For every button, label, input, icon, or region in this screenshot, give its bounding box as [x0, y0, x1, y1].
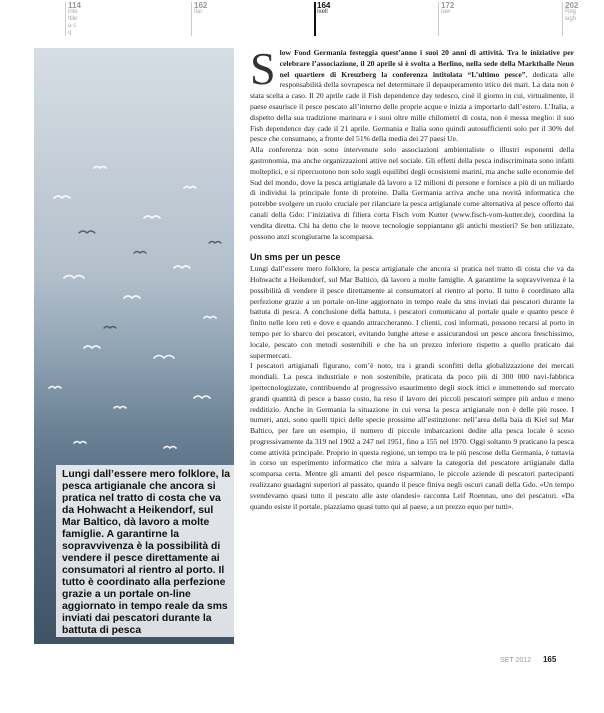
header-item-current[interactable] — [317, 2, 330, 16]
issue-date: SET 2012 — [500, 657, 532, 664]
header-item-number: 172 — [441, 1, 455, 10]
header-item-number: 164 — [317, 1, 331, 10]
photo-caption: Lungi dall’essere mero folklore, la pesca artigianale che ancora si pratica nel tratto di costa che va da Hohwacht a Heikendorf, sul Mar Baltico, dà lavoro a molte famiglie. A garantirne la sopravvivenza è la possibilità di vendere il pesce direttamente ai consumatori al rientro al porto. Il tutto è coordinato alla perfezione grazie a un portale on-line aggiornato in tempo reale da sms inviati dai pescatori durante la battuta di pesca — [56, 465, 240, 637]
header-item-text: Ixell — [317, 9, 328, 15]
header-item-text: inte ttile a sq — [68, 9, 78, 36]
header-item[interactable] — [441, 2, 454, 16]
intro-paragraph — [250, 43, 574, 145]
page-footer — [500, 655, 556, 664]
paragraph: Lungi dall’essere mero folklore, la pesca artigianale che ancora si pratica nel tratto di costa che va da Hohwacht a Heikendorf, sul Mar Baltico, dà lavoro a molte famiglie. A garantirne la sopravvivenza è la possibilità di vendere il pesce direttamente ai consumatori al rientro al porto. Il tutto è coordinato alla perfezione grazie a un portale on-line aggiornato in tempo reale da sms inviati dai pescatori durante la battuta di pesca. A conclusione della battuta, i pescatori comunicano al portale quale e quanto pesce è finito nelle loro reti e dove e quando attraccheranno. I clienti, così informati, possono recarsi al porto in tempo per lo sbarco dei pescatori, evitando lunghe attese e assicurandosi un pesce ancora freschissimo, locale, pescato con metodi sostenibili e che ha un prezzo inferiore rispetto a quello praticato dai supermercati. — [250, 264, 574, 360]
page-number: 165 — [542, 655, 557, 664]
header-item-text: Ilar — [194, 9, 203, 15]
paragraph: I pescatori artigianali figurano, com’è noto, tra i grandi sconfitti della globalizzazione dei mercati mondiali. La pesca industriale e non sostenibile, praticata da poco più di 300 000 navi-fabbrica ipertecnologizzate, contribuendo al progressivo esaurimento degli stock ittici e immettendo sul mercato grandi quantità di pesce a basso costo, ha reso il lavoro dei piccoli pescatori sempre più arduo e meno redditizio. Anche in Germania la situazione in cui versa la pesca artigianale non è delle più rosee. I numeri, anzi, sono quelli tipici delle specie prossime all’estinzione: nell’area della baia di Kiel sul Mar Baltico, per fare un esempio, il numero di piccole imbarcazioni dedite alla pesca locale è sceso progressivamente da 319 nel 1902 a 247 nel 1951, fino a 155 nel 1970. Oggi soltanto 9 praticano la pesca come attività principale. Proprio in questa regione, un tempo tra le più pescose della Germania, è tuttavia in corso un esperimento informatico che mira a salvare la categoria del pescatore artigianale dalla scomparsa certa. Mentre gli amanti del pesce risparmiano, le piccole aziende di pescatori partecipanti realizzano guadagni superiori al passato, quando il pesce finiva negli oscuri canali della Gdo. «Un tempo svendevamo quasi tutto il pescato alle aste olandesi» racconta Leif Roennau, uno dei pescatori. «Da quando esiste il portale, piazziamo quasi tutto qui al paese, a un prezzo equo per tutti». — [250, 361, 574, 511]
header-item[interactable] — [68, 2, 81, 37]
header-item[interactable] — [565, 2, 579, 23]
article-body — [250, 43, 574, 512]
header-item-number: 202 — [565, 1, 579, 10]
header-item-text: Iaw — [441, 9, 451, 15]
drop-cap: S — [250, 43, 276, 94]
header-item-number: 162 — [194, 1, 208, 10]
intro-text: , dedicata alle responsabilità della sovrapesca nel determinare il depauperamento ittico dei mari. La data non è stata scelta a caso. Il 20 aprile cade il Fish dependence day tedesco, cioè il giorno in cui, virtualmente, il paese esaurisce il pesce pescato all’interno delle proprie acque e inizia a importarlo dall’estero. L’Italia, a dispetto della sua tradizione marinara e i suoi oltre mille chilometri di costa, non è messa meglio: il suo Fish dependence day cade il 21 aprile. Germania e Italia sono quindi autosufficienti solo per il 30% del pesce che consumano, a fronte del 51% della media dei 27 paesi Ue. — [250, 69, 574, 144]
header-item-text: Reg sigh — [565, 9, 577, 22]
header-item-number: 114 — [68, 1, 81, 10]
subheading: Un sms per un pesce — [250, 252, 341, 263]
header-item[interactable] — [194, 2, 207, 16]
paragraph: Alla conferenza non sono intervenute solo associazioni ambientaliste o illustri esponenti della gastronomia, ma anche organizzazioni attive nel sociale. Gli effetti della pesca indiscriminata sono infatti molteplici, e si ripercuotono non solo sugli equilibri degli ecosistemi marini, ma anche sulle economie del Sud del mondo, dove la pesca artigianale dà lavoro a 12 milioni di persone e fornisce a più di un miliardo di individui la principale fonte di proteine. Dalla Germania arriva anche una novità informatica che potrebbe svolgere un ruolo cruciale per rilanciare la pesca artigianale come alternativa al pesce offerto dai canali della Gdo: l’iniziativa di filiera corta Fisch vom Kutter (www.fisch-vom-kutter.de), coordina la vendita diretta. Chi ha detto che le nuove tecnologie soppiantano gli antichi mestieri? Se ben utilizzate, possono anzi scongiurarne la scomparsa. — [250, 145, 574, 241]
article-lead: low Food Germania festeggia quest’anno i suoi 20 anni di attività. Tra le iniziative per celebrare l’associazione, il 20 aprile si è svolta a Berlino, nella sede della Markthalle Neun nel quartiere di Kreuzberg la conferenza intitolata “L’ultimo pesce” — [279, 48, 574, 79]
running-header — [0, 0, 604, 36]
